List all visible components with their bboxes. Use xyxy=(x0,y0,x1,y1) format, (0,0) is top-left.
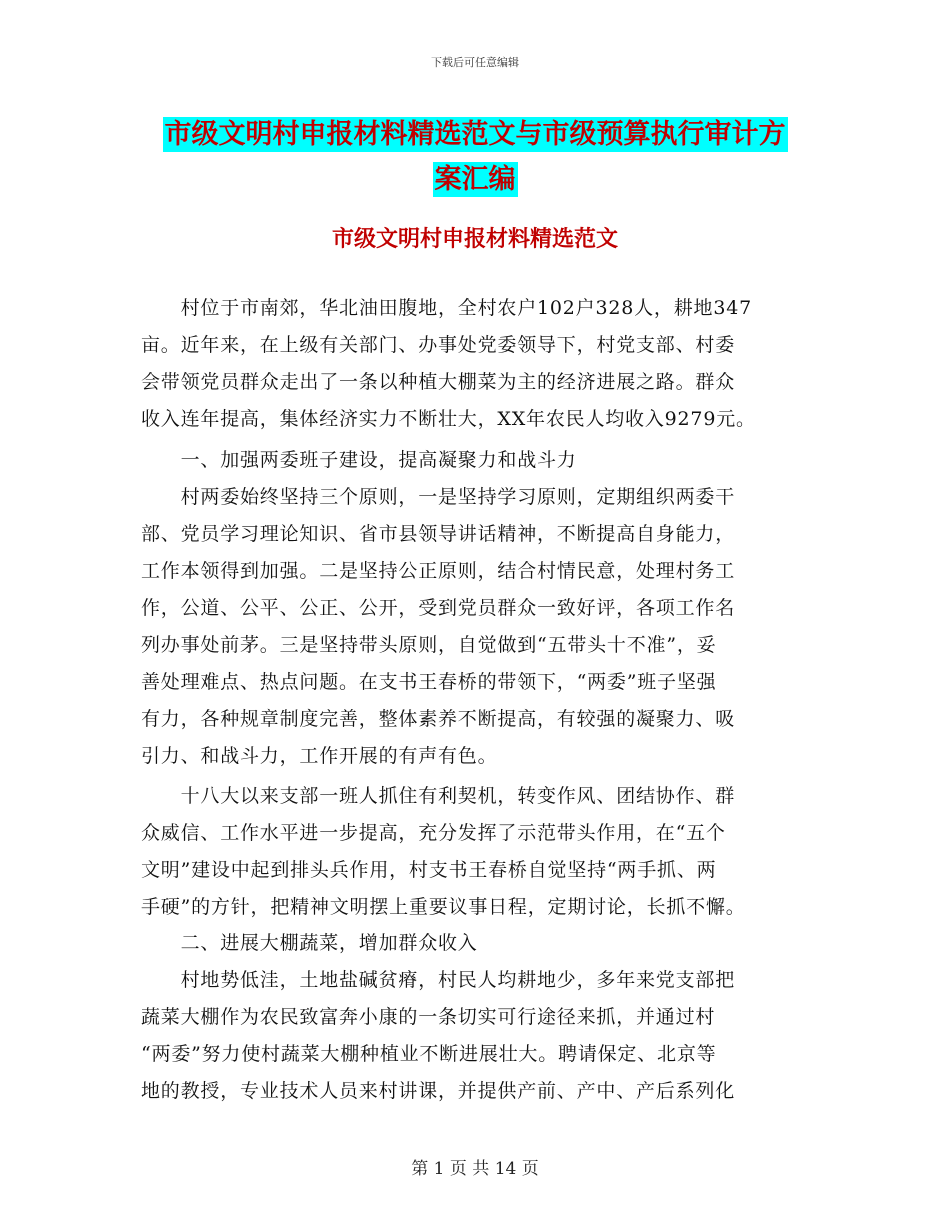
body-line: 有力，各种规章制度完善，整体素养不断提高，有较强的凝聚力、吸 xyxy=(141,708,736,730)
section-title: 市级文明村申报材料精选范文 xyxy=(331,227,618,252)
body-line: 村地势低洼，土地盐碱贫瘠，村民人均耕地少，多年来党支部把 xyxy=(141,969,736,991)
body-line: 收入连年提高，集体经济实力不断壮大，XX年农民人均收入9279元。 xyxy=(141,408,756,430)
body-line: 众威信、工作水平进一步提高，充分发挥了示范带头作用，在“五个 xyxy=(141,822,726,844)
body-line: 亩。近年来，在上级有关部门、办事处党委领导下，村党支部、村委 xyxy=(141,334,736,356)
body-line: “两委”努力使村蔬菜大棚种植业不断进展壮大。聘请保定、北京等 xyxy=(141,1043,717,1065)
body-line: 一、加强两委班子建设，提高凝聚力和战斗力 xyxy=(141,449,577,471)
body-line: 二、进展大棚蔬菜，增加群众收入 xyxy=(141,932,478,954)
document-title-text-2: 案汇编 xyxy=(434,164,516,195)
body-line: 地的教授，专业技术人员来村讲课，并提供产前、产中、产后系列化 xyxy=(141,1080,736,1102)
body-line: 十八大以来支部一班人抓住有利契机，转变作风、团结协作、群 xyxy=(141,785,736,807)
body-line: 村位于市南郊，华北油田腹地，全村农户102户328人，耕地347 xyxy=(141,297,752,319)
body-line: 村两委始终坚持三个原则，一是坚持学习原则，定期组织两委干 xyxy=(141,486,736,508)
body-line: 善处理难点、热点问题。在支书王春桥的带领下，“两委”班子坚强 xyxy=(141,671,717,693)
page-footer: 第 1 页 共 14 页 xyxy=(411,1159,539,1179)
body-line: 工作本领得到加强。二是坚持公正原则，结合村情民意，处理村务工 xyxy=(141,560,736,582)
body-line: 列办事处前茅。三是坚持带头原则，自觉做到“五带头十不准”，妥 xyxy=(141,634,717,656)
document-title-text-1: 市级文明村申报材料精选范文与市级预算执行审计方 xyxy=(164,119,786,150)
body-line: 文明”建设中起到排头兵作用，村支书王春桥自觉坚持“两手抓、两 xyxy=(141,859,717,881)
body-line: 部、党员学习理论知识、省市县领导讲话精神，不断提高自身能力， xyxy=(141,523,736,545)
body-line: 作，公道、公平、公正、公开，受到党员群众一致好评，各项工作名 xyxy=(141,597,736,619)
document-title-line-2 xyxy=(0,157,950,196)
body-line: 会带领党员群众走出了一条以种植大棚菜为主的经济进展之路。群众 xyxy=(141,371,736,393)
body-line: 蔬菜大棚作为农民致富奔小康的一条切实可行途径来抓，并通过村 xyxy=(141,1006,716,1028)
body-line: 手硬”的方针，把精神文明摆上重要议事日程，定期讨论，长抓不懈。 xyxy=(141,896,746,918)
header-note: 下载后可任意编辑 xyxy=(431,56,519,69)
body-line: 引力、和战斗力，工作开展的有声有色。 xyxy=(141,745,498,767)
document-title-line-1 xyxy=(0,112,950,151)
